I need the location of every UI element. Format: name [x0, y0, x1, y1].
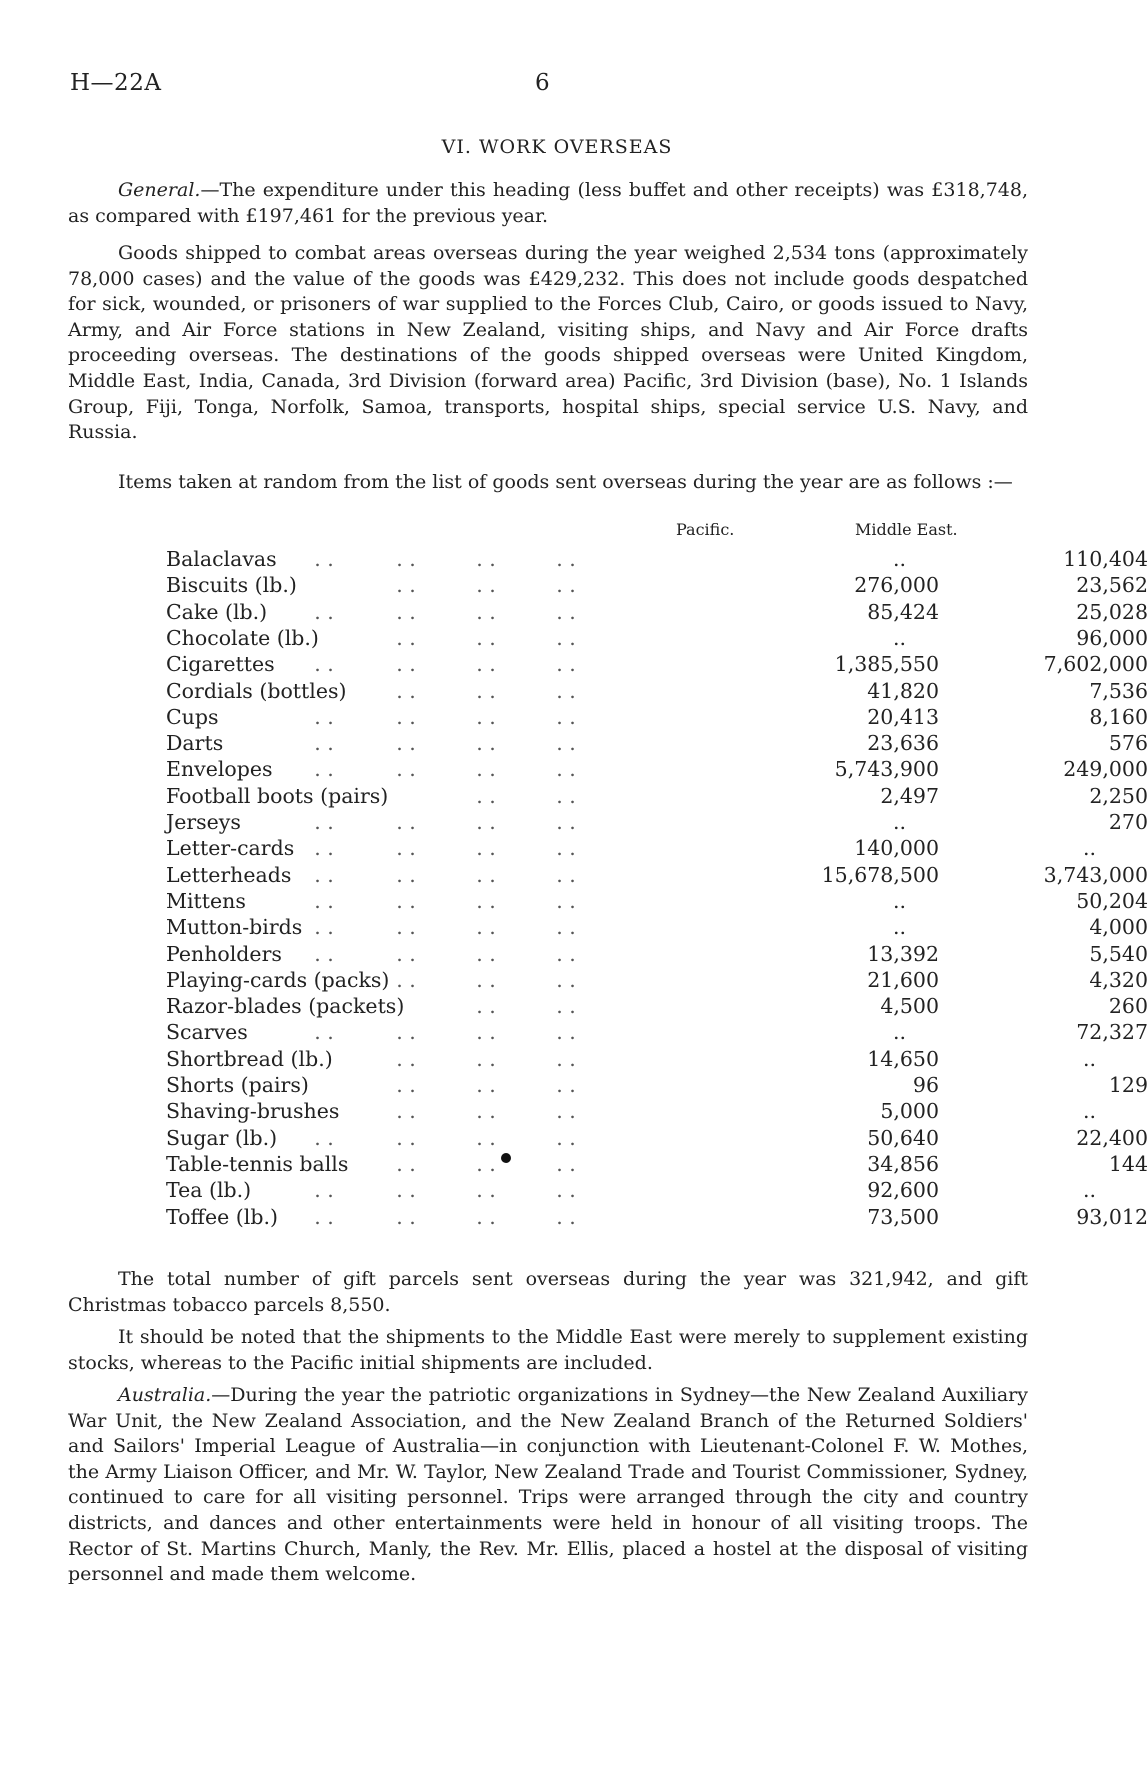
row-middle-east-value: .. [1082, 836, 1096, 861]
row-item-name: Letter-cards [166, 836, 295, 861]
row-middle-east-value: 7,536 [1089, 678, 1148, 703]
row-pacific-value: 92,600 [867, 1178, 939, 1203]
row-item-name: Jerseys [166, 810, 241, 834]
row-item-name: Mutton-birds [166, 915, 303, 940]
row-pacific-value: 96 [912, 1073, 939, 1097]
row-pacific-value: 1,385,550 [834, 652, 939, 677]
table-row: Razor-blades (packets) . . . . 4,500 260 [166, 994, 1148, 1019]
row-pacific-value: 5,743,900 [834, 757, 939, 782]
row-item-name: Cake (lb.) [166, 599, 268, 624]
table-row: Jerseys . . . . . . . . .. 270 [166, 810, 1148, 834]
row-item-name: Tea (lb.) [166, 1178, 252, 1203]
document-reference: H—22A [70, 70, 162, 96]
row-pacific-value: 13,392 [867, 941, 939, 966]
table-row: Balaclavas . . . . . . . . .. 110,404 [166, 547, 1148, 571]
column-header-middle-east: Middle East. [855, 520, 958, 539]
table-row: Cake (lb.) . . . . . . . . 85,424 25,028 [166, 599, 1148, 624]
row-pacific-value: 23,636 [867, 731, 939, 756]
table-row: Playing-cards (packs) . . . . . . 21,600 4,320 [166, 967, 1148, 992]
row-pacific-value: 50,640 [867, 1125, 939, 1150]
row-pacific-value: .. [892, 625, 906, 650]
table-row: Cups . . . . . . . . 20,413 8,160 [166, 704, 1148, 729]
row-pacific-value: 21,600 [867, 967, 939, 992]
australia-text: —During the year the patriotic organizations in Sydney—the New Zealand Auxiliary War Unit, the New Zealand Association, and the New Zealand Branch of the Returned Soldiers' and Sailors' Imperial League of Australia—in conjunction with Lieutenant-Colonel F. W. Mothes, the Army Liaison Officer, and Mr. W. Taylor, New Zealand Trade and Tourist Commissioner, Sydney, continued to care for all visiting personnel. Trips were arranged through the city and country districts, and dances and other entertainments were held in honour of all visiting troops. The Rector of St. Martins Church, Manly, the Rev. Mr. Ellis, placed a hostel at the disposal of visiting personnel and made them welcome. [68, 1384, 1028, 1586]
row-item-name: Playing-cards (packs) [166, 967, 390, 992]
row-pacific-value: 73,500 [867, 1204, 939, 1229]
row-pacific-value: 20,413 [867, 704, 939, 729]
row-middle-east-value: 25,028 [1076, 599, 1148, 624]
row-middle-east-value: 8,160 [1089, 704, 1148, 729]
row-item-name: Biscuits (lb.) [166, 573, 297, 598]
table-row: Football boots (pairs) . . . . 2,497 2,250 [166, 783, 1148, 808]
australia-paragraph [68, 1383, 1028, 1588]
row-pacific-value: 276,000 [854, 573, 939, 598]
row-middle-east-value: 249,000 [1063, 757, 1148, 782]
column-header-pacific: Pacific. [676, 520, 735, 539]
row-middle-east-value: 270 [1108, 810, 1148, 834]
table-row: Biscuits (lb.) . . . . . . 276,000 23,562 [166, 573, 1148, 598]
goods-paragraph [68, 241, 1028, 446]
row-middle-east-value: 4,320 [1089, 967, 1148, 992]
row-middle-east-value: 72,327 [1076, 1020, 1148, 1045]
table-row: Table-tennis balls . . . . . . 34,856 144 [166, 1151, 1148, 1176]
row-pacific-value: 5,000 [880, 1099, 939, 1124]
row-pacific-value: 85,424 [867, 599, 939, 624]
row-item-name: Toffee (lb.) [166, 1204, 278, 1229]
row-item-name: Cigarettes [166, 652, 275, 677]
row-middle-east-value: 2,250 [1089, 783, 1148, 808]
row-middle-east-value: 5,540 [1089, 941, 1148, 966]
row-pacific-value: .. [892, 915, 906, 940]
row-item-name: Table-tennis balls [166, 1151, 349, 1176]
note-paragraph [68, 1325, 1028, 1376]
table-row: Envelopes . . . . . . . . 5,743,900 249,000 [166, 757, 1148, 782]
table-row: Cordials (bottles) . . . . . . 41,820 7,536 [166, 678, 1148, 703]
ink-blot [501, 1153, 511, 1163]
table-row: Cigarettes . . . . . . . . 1,385,550 7,602,000 [166, 652, 1148, 677]
row-item-name: Shortbread (lb.) [166, 1046, 333, 1071]
table-row: Mutton-birds . . . . . . . . .. 4,000 [166, 915, 1148, 940]
items-intro-text: Items taken at random from the list of goods sent overseas during the year are as follows :— [118, 471, 1013, 493]
row-item-name: Penholders [166, 941, 282, 966]
table-row: Letter-cards . . . . . . . . 140,000 .. [166, 836, 1096, 861]
table-row: Mittens . . . . . . . . .. 50,204 [166, 888, 1148, 913]
row-middle-east-value: 110,404 [1063, 547, 1148, 571]
table-row: Shorts (pairs) . . . . . . 96 129 [166, 1073, 1148, 1097]
row-item-name: Shaving-brushes [166, 1099, 340, 1124]
row-item-name: Darts [166, 731, 224, 756]
table-row: Chocolate (lb.) . . . . . . .. 96,000 [166, 625, 1148, 650]
row-item-name: Letterheads [166, 862, 292, 887]
page-number: 6 [535, 70, 550, 96]
table-row: Scarves . . . . . . . . .. 72,327 [166, 1020, 1148, 1045]
row-item-name: Balaclavas [166, 547, 277, 571]
row-item-name: Mittens [166, 888, 246, 913]
row-item-name: Football boots (pairs) [166, 783, 389, 808]
general-text: —The expenditure under this heading (less buffet and other receipts) was £318,748, as compared with £197,461 for the previous year. [68, 179, 1028, 227]
row-pacific-value: 140,000 [854, 836, 939, 861]
gift-parcels-paragraph [68, 1267, 1028, 1318]
row-pacific-value: 34,856 [867, 1151, 939, 1176]
row-pacific-value: 4,500 [880, 994, 939, 1019]
table-row: Shortbread (lb.) . . . . . . 14,650 .. [166, 1046, 1096, 1071]
row-item-name: Chocolate (lb.) [166, 625, 319, 650]
row-pacific-value: 15,678,500 [821, 862, 939, 887]
row-middle-east-value: 23,562 [1076, 573, 1148, 598]
row-pacific-value: 14,650 [867, 1046, 939, 1071]
table-row: Tea (lb.) . . . . . . . . 92,600 .. [166, 1178, 1096, 1203]
row-middle-east-value: 4,000 [1089, 915, 1148, 940]
row-pacific-value: .. [892, 888, 906, 913]
table-row: Sugar (lb.) . . . . . . . . 50,640 22,400 [166, 1125, 1148, 1150]
items-intro-paragraph [68, 470, 1028, 496]
row-middle-east-value: 96,000 [1076, 625, 1148, 650]
table-row: Darts . . . . . . . . 23,636 576 [166, 731, 1148, 756]
row-item-name: Envelopes [166, 757, 273, 782]
row-item-name: Sugar (lb.) [166, 1125, 278, 1150]
table-row: Shaving-brushes . . . . . . 5,000 .. [166, 1099, 1096, 1124]
row-middle-east-value: 576 [1108, 731, 1148, 756]
row-middle-east-value: .. [1082, 1178, 1096, 1203]
gift-parcels-text: The total number of gift parcels sent overseas during the year was 321,942, and gift Christmas tobacco parcels 8,550. [68, 1268, 1028, 1316]
row-middle-east-value: .. [1082, 1046, 1096, 1071]
row-middle-east-value: 7,602,000 [1043, 652, 1148, 677]
note-text: It should be noted that the shipments to the Middle East were merely to supplement existing stocks, whereas to the Pacific initial shipments are included. [68, 1326, 1028, 1374]
row-pacific-value: .. [892, 810, 906, 834]
australia-lead: Australia. [118, 1384, 212, 1406]
row-middle-east-value: 22,400 [1076, 1125, 1148, 1150]
row-pacific-value: .. [892, 1020, 906, 1045]
row-item-name: Razor-blades (packets) [166, 994, 405, 1019]
row-item-name: Cups [166, 704, 219, 729]
section-title: VI. WORK OVERSEAS [441, 136, 673, 158]
row-middle-east-value: .. [1082, 1099, 1096, 1124]
row-middle-east-value: 50,204 [1076, 888, 1148, 913]
table-row: Penholders . . . . . . . . 13,392 5,540 [166, 941, 1148, 966]
row-middle-east-value: 129 [1108, 1073, 1148, 1097]
row-pacific-value: 41,820 [867, 678, 939, 703]
table-row: Letterheads . . . . . . . . 15,678,500 3,743,000 [166, 862, 1148, 887]
table-row: Toffee (lb.) . . . . . . . . 73,500 93,012 [166, 1204, 1148, 1229]
row-item-name: Shorts (pairs) [166, 1073, 309, 1097]
row-middle-east-value: 3,743,000 [1043, 862, 1148, 887]
row-item-name: Cordials (bottles) [166, 678, 347, 703]
row-pacific-value: 2,497 [880, 783, 939, 808]
general-paragraph [68, 178, 1028, 229]
row-pacific-value: .. [892, 547, 906, 571]
row-middle-east-value: 144 [1108, 1151, 1148, 1176]
row-middle-east-value: 260 [1108, 994, 1148, 1019]
row-middle-east-value: 93,012 [1076, 1204, 1148, 1229]
row-item-name: Scarves [166, 1020, 248, 1045]
goods-text: Goods shipped to combat areas overseas during the year weighed 2,534 tons (approximately 78,000 cases) and the value of the goods was £429,232. This does not include goods despatched for sick, wounded, or prisoners of war supplied to the Forces Club, Cairo, or goods issued to Navy, Army, and Air Force stations in New Zealand, visiting ships, and Navy and Air Force drafts proceeding overseas. The destinations of the goods shipped overseas were United Kingdom, Middle East, India, Canada, 3rd Division (forward area) Pacific, 3rd Division (base), No. 1 Islands Group, Fiji, Tonga, Norfolk, Samoa, transports, hospital ships, special service U.S. Navy, and Russia. [68, 242, 1028, 444]
general-lead: General. [118, 179, 201, 201]
